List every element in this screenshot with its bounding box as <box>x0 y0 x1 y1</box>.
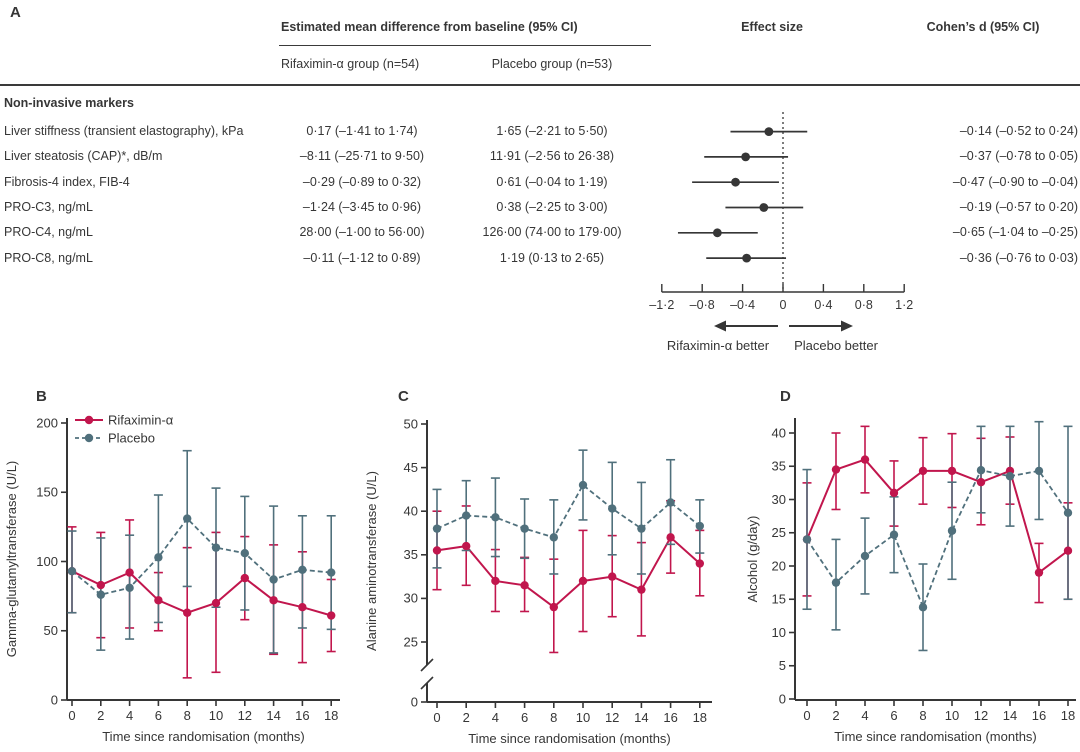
column-header-effect-size: Effect size <box>741 20 803 34</box>
table-section-header: Non-invasive markers <box>4 96 134 110</box>
forest-axis-tick-label: 0·4 <box>814 298 833 312</box>
data-point-placebo <box>832 578 840 586</box>
x-tick-label: 6 <box>890 708 898 723</box>
y-tick-label: 30 <box>403 590 418 606</box>
arrow-left-label: Rifaximin-α better <box>666 338 770 353</box>
y-tick-label: 10 <box>771 624 786 640</box>
data-point-rifaximin <box>1035 568 1043 576</box>
cohens-d-value: –0·37 (–0·78 to 0·05) <box>959 149 1078 164</box>
panel-b-label: B <box>36 388 47 405</box>
header-underline <box>279 45 651 46</box>
data-point-placebo <box>1035 467 1043 475</box>
data-point-rifaximin <box>919 467 927 475</box>
legend-label: Placebo <box>108 430 155 446</box>
data-point-rifaximin <box>241 574 249 582</box>
data-point-placebo <box>491 513 499 521</box>
data-point-rifaximin <box>890 489 898 497</box>
data-point-rifaximin <box>183 609 191 617</box>
y-tick-label: 35 <box>771 458 786 474</box>
y-tick-label: 150 <box>36 484 58 500</box>
legend-label: Rifaximin-α <box>108 412 174 428</box>
row-label: Liver steatosis (CAP)*, dB/m <box>4 149 163 164</box>
data-point-rifaximin <box>550 603 558 611</box>
row-label: Fibrosis-4 index, FIB-4 <box>4 174 130 189</box>
legend-marker <box>85 434 93 442</box>
x-tick-label: 2 <box>97 708 105 723</box>
data-point-rifaximin <box>433 546 441 554</box>
x-axis-label: Time since randomisation (months) <box>468 731 671 746</box>
arrow-right-head-icon <box>841 321 853 332</box>
rifaximin-value: 28·00 (–1·00 to 56·00) <box>299 225 425 240</box>
placebo-value: 126·00 (74·00 to 179·00) <box>482 225 622 240</box>
series-line-rifaximin <box>437 537 700 607</box>
row-label: PRO-C4, ng/mL <box>4 225 93 240</box>
x-tick-label: 14 <box>266 708 281 723</box>
data-point-placebo <box>212 543 220 551</box>
cohens-d-value: –0·19 (–0·57 to 0·20) <box>959 199 1078 214</box>
y-tick-label: 0 <box>410 694 418 710</box>
forest-point <box>742 254 751 263</box>
placebo-value: 0·61 (–0·04 to 1·19) <box>496 174 608 189</box>
data-point-placebo <box>269 575 277 583</box>
data-point-rifaximin <box>977 478 985 486</box>
series-line-rifaximin <box>807 460 1068 573</box>
x-tick-label: 4 <box>491 710 500 725</box>
data-point-rifaximin <box>832 465 840 473</box>
y-tick-label: 50 <box>43 623 58 639</box>
placebo-value: 1·65 (–2·21 to 5·50) <box>496 124 608 138</box>
x-axis-label: Time since randomisation (months) <box>102 729 305 744</box>
data-point-placebo <box>1064 509 1072 517</box>
legend-marker <box>85 416 93 424</box>
data-point-rifaximin <box>154 596 162 604</box>
data-point-placebo <box>637 524 645 532</box>
data-point-rifaximin <box>125 568 133 576</box>
x-tick-label: 6 <box>154 708 163 723</box>
series-line-rifaximin <box>72 571 331 615</box>
y-axis-label: Alcohol (g/day) <box>745 515 760 603</box>
arrow-right-label: Placebo better <box>794 338 878 353</box>
x-tick-label: 8 <box>550 710 558 725</box>
x-tick-label: 8 <box>183 708 191 723</box>
data-point-rifaximin <box>637 585 645 593</box>
column-header-placebo-group: Placebo group (n=53) <box>491 57 613 71</box>
data-point-placebo <box>183 514 191 522</box>
data-point-placebo <box>608 504 616 512</box>
y-tick-label: 100 <box>36 553 58 569</box>
column-header-rifaximin-group: Rifaximin-α group (n=54) <box>281 57 420 71</box>
forest-axis-tick-label: –0·8 <box>689 298 715 312</box>
y-tick-label: 20 <box>771 558 786 574</box>
data-point-placebo <box>1006 472 1014 480</box>
data-point-rifaximin <box>579 577 587 585</box>
data-point-rifaximin <box>491 577 499 585</box>
x-tick-label: 12 <box>237 708 253 723</box>
data-point-placebo <box>666 498 674 506</box>
data-point-placebo <box>550 533 558 541</box>
data-point-placebo <box>433 524 441 532</box>
x-tick-label: 14 <box>634 710 649 725</box>
data-point-rifaximin <box>298 603 306 611</box>
y-tick-label: 0 <box>50 692 58 708</box>
cohens-d-value: –0·47 (–0·90 to –0·04) <box>952 174 1078 189</box>
data-point-rifaximin <box>97 581 105 589</box>
x-axis-label: Time since randomisation (months) <box>834 729 1037 744</box>
row-label: Liver stiffness (transient elastography), kPa <box>4 124 244 138</box>
y-tick-label: 0 <box>778 691 786 707</box>
x-tick-label: 12 <box>973 708 989 723</box>
y-tick-label: 50 <box>403 416 418 432</box>
x-tick-label: 10 <box>944 708 960 723</box>
y-tick-label: 5 <box>778 658 786 674</box>
x-tick-label: 0 <box>803 708 811 723</box>
x-tick-label: 14 <box>1002 708 1018 723</box>
forest-axis-tick-label: 0 <box>779 298 787 312</box>
data-point-rifaximin <box>520 581 528 589</box>
row-label: PRO-C3, ng/mL <box>4 199 93 214</box>
data-point-placebo <box>462 511 470 519</box>
x-tick-label: 0 <box>433 710 441 725</box>
forest-axis-tick-label: –0·4 <box>730 298 756 312</box>
x-tick-label: 10 <box>208 708 224 723</box>
cohens-d-value: –0·14 (–0·52 to 0·24) <box>959 124 1078 138</box>
x-tick-label: 12 <box>604 710 620 725</box>
cohens-d-value: –0·36 (–0·76 to 0·03) <box>959 250 1078 265</box>
y-axis-label: Gamma-glutamyltransferase (U/L) <box>4 460 19 658</box>
x-tick-label: 18 <box>692 710 708 725</box>
data-point-rifaximin <box>327 611 335 619</box>
forest-point <box>731 178 740 187</box>
series-line-placebo <box>72 519 331 595</box>
data-point-placebo <box>861 552 869 560</box>
x-tick-label: 16 <box>663 710 678 725</box>
data-point-placebo <box>948 527 956 535</box>
data-point-placebo <box>97 591 105 599</box>
column-header-cohens-d: Cohen’s d (95% CI) <box>926 20 1040 34</box>
data-point-placebo <box>977 466 985 474</box>
data-point-rifaximin <box>861 455 869 463</box>
y-tick-label: 200 <box>36 415 58 431</box>
x-tick-label: 2 <box>832 708 840 723</box>
column-header-estimated-mean-difference: Estimated mean difference from baseline (95% CI) <box>281 20 578 34</box>
data-point-rifaximin <box>696 559 704 567</box>
forest-point <box>713 228 722 237</box>
forest-point <box>741 153 750 162</box>
y-tick-label: 40 <box>771 425 786 441</box>
data-point-placebo <box>579 481 587 489</box>
y-tick-label: 15 <box>771 591 786 607</box>
data-point-rifaximin <box>1064 547 1072 555</box>
panel-a-label: A <box>10 4 21 21</box>
data-point-placebo <box>154 553 162 561</box>
placebo-value: 11·91 (–2·56 to 26·38) <box>489 149 615 164</box>
data-point-placebo <box>68 567 76 575</box>
x-tick-label: 4 <box>125 708 134 723</box>
panel-c-label: C <box>398 388 409 405</box>
data-point-placebo <box>241 549 249 557</box>
data-point-placebo <box>696 522 704 530</box>
x-tick-label: 18 <box>1060 708 1076 723</box>
panel-d-label: D <box>780 388 791 405</box>
x-tick-label: 8 <box>919 708 927 723</box>
data-point-placebo <box>803 535 811 543</box>
forest-axis-tick-label: 0·8 <box>854 298 873 312</box>
data-point-placebo <box>327 568 335 576</box>
forest-axis-tick-label: –1·2 <box>649 298 675 312</box>
y-tick-label: 25 <box>403 634 418 650</box>
rifaximin-value: –0·29 (–0·89 to 0·32) <box>302 174 422 189</box>
data-point-placebo <box>890 531 898 539</box>
x-tick-label: 4 <box>861 708 869 723</box>
x-tick-label: 6 <box>520 710 529 725</box>
rifaximin-value: –1·24 (–3·45 to 0·96) <box>302 199 422 214</box>
arrow-left-head-icon <box>714 321 726 332</box>
data-point-placebo <box>919 603 927 611</box>
placebo-value: 0·38 (–2·25 to 3·00) <box>496 199 608 214</box>
x-tick-label: 10 <box>575 710 591 725</box>
data-point-rifaximin <box>948 467 956 475</box>
x-tick-label: 16 <box>295 708 310 723</box>
cohens-d-value: –0·65 (–1·04 to –0·25) <box>952 225 1078 240</box>
y-tick-label: 45 <box>403 459 418 475</box>
y-tick-label: 25 <box>771 525 786 541</box>
y-tick-label: 30 <box>771 491 786 507</box>
forest-axis-tick-label: 1·2 <box>895 298 914 312</box>
row-label: PRO-C8, ng/mL <box>4 250 93 265</box>
data-point-placebo <box>298 566 306 574</box>
rifaximin-value: –8·11 (–25·71 to 9·50) <box>299 149 425 164</box>
rifaximin-value: –0·11 (–1·12 to 0·89) <box>303 250 421 265</box>
forest-point <box>764 127 773 136</box>
data-point-rifaximin <box>462 542 470 550</box>
data-point-rifaximin <box>212 599 220 607</box>
forest-point <box>759 203 768 212</box>
x-tick-label: 16 <box>1031 708 1047 723</box>
series-line-placebo <box>437 485 700 537</box>
data-point-placebo <box>520 524 528 532</box>
y-tick-label: 40 <box>403 503 418 519</box>
rifaximin-value: 0·17 (–1·41 to 1·74) <box>306 124 418 138</box>
x-tick-label: 2 <box>462 710 470 725</box>
table-top-rule <box>0 84 1080 86</box>
y-tick-label: 35 <box>403 547 418 563</box>
data-point-rifaximin <box>666 533 674 541</box>
data-point-placebo <box>125 584 133 592</box>
x-tick-label: 0 <box>68 708 76 723</box>
y-axis-label: Alanine aminotransferase (U/L) <box>364 471 379 651</box>
x-tick-label: 18 <box>323 708 339 723</box>
placebo-value: 1·19 (0·13 to 2·65) <box>499 250 605 265</box>
data-point-rifaximin <box>269 596 277 604</box>
data-point-rifaximin <box>608 572 616 580</box>
